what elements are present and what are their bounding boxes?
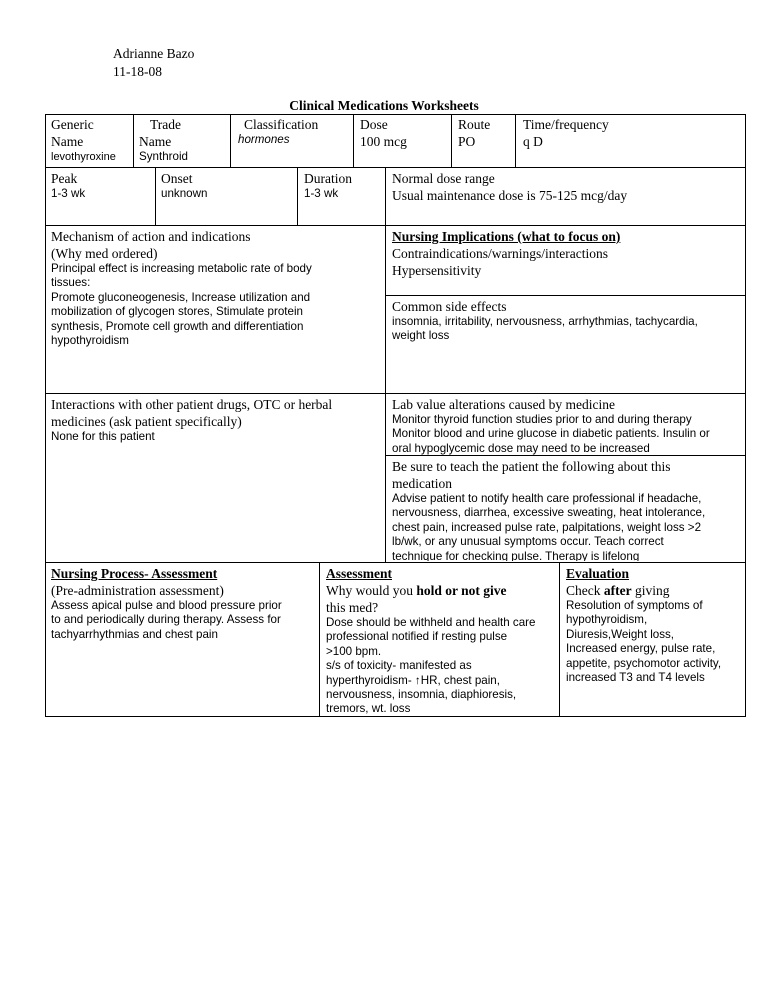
onset-cell (161, 170, 295, 201)
patient-teaching-cell (392, 458, 744, 561)
mechanism-cell (51, 228, 383, 348)
assessment-question: Why would you hold or not give (326, 583, 507, 598)
assessment-question-2: this med? (326, 600, 379, 615)
lab-values-line: oral hypoglycemic dose may need to be increased (392, 441, 650, 455)
mechanism-line: tissues: (51, 276, 91, 290)
normal-dose-value: Usual maintenance dose is 75-125 mcg/day (392, 188, 628, 203)
dose-value: 100 mcg (360, 134, 407, 149)
side-effects-line: weight loss (392, 329, 450, 343)
interactions-cell (51, 396, 383, 444)
nursing-process-subheading: (Pre-administration assessment) (51, 583, 224, 598)
peak-label: Peak (51, 171, 78, 186)
assessment-line: s/s of toxicity- manifested as (326, 659, 472, 673)
mechanism-line: Promote gluconeogenesis, Increase utilization and (51, 290, 311, 304)
generic-label-2: Name (51, 134, 84, 149)
onset-label: Onset (161, 171, 193, 186)
generic-value: levothyroxine (51, 151, 116, 163)
route-value: PO (458, 134, 476, 149)
time-frequency-value: q D (523, 134, 543, 149)
side-effects-line: insomnia, irritability, nervousness, arrhythmias, tachycardia, (392, 315, 698, 328)
time-frequency-cell (523, 116, 743, 150)
page-title: Clinical Medications Worksheets (289, 98, 479, 113)
route-label: Route (458, 117, 491, 132)
trade-label-2: Name (139, 134, 172, 149)
lab-values-heading: Lab value alterations caused by medicine (392, 397, 616, 412)
evaluation-line: hypothyroidism, (566, 613, 648, 627)
nursing-process-line: tachyarrhythmias and chest pain (51, 627, 218, 641)
dose-label: Dose (360, 117, 388, 132)
evaluation-line: increased T3 and T4 levels (566, 671, 705, 685)
patient-teaching-line: chest pain, increased pulse rate, palpitations, weight loss >2 (392, 520, 702, 534)
classification-cell (238, 116, 352, 147)
generic-name-cell (51, 116, 131, 164)
document-date: 11-18-08 (113, 64, 162, 79)
classification-value: hormones (238, 133, 290, 146)
assessment-line: Dose should be withheld and health care (326, 616, 536, 629)
route-cell (458, 116, 514, 150)
nursing-implications-line: Hypersensitivity (392, 263, 482, 278)
evaluation-check: Check after giving (566, 583, 670, 598)
peak-value: 1-3 wk (51, 187, 86, 200)
classification-label: Classification (244, 117, 319, 132)
patient-teaching-line: lb/wk, or any unusual symptoms occur. Teach correct (392, 535, 664, 549)
evaluation-cell (566, 565, 744, 685)
mechanism-line: Principal effect is increasing metabolic rate of body (51, 262, 312, 275)
evaluation-line: Diuresis,Weight loss, (566, 627, 675, 641)
lab-values-line: Monitor blood and urine glucose in diabetic patients. Insulin or (392, 427, 710, 441)
evaluation-line: appetite, psychomotor activity, (566, 656, 722, 670)
mechanism-subheading: (Why med ordered) (51, 246, 158, 261)
nursing-implications-cell (392, 228, 742, 279)
mechanism-line: mobilization of glycogen stores, Stimulate protein (51, 305, 303, 319)
patient-teaching-line: Advise patient to notify health care professional if headache, (392, 492, 702, 505)
interactions-subheading: medicines (ask patient specifically) (51, 414, 242, 429)
nursing-process-cell (51, 565, 317, 642)
interactions-heading: Interactions with other patient drugs, OTC or herbal (51, 397, 333, 412)
trade-label: Trade (150, 117, 182, 132)
interactions-value: None for this patient (51, 430, 155, 443)
evaluation-line: Increased energy, pulse rate, (566, 642, 716, 656)
nursing-process-line: Assess apical pulse and blood pressure prior (51, 599, 282, 612)
trade-name-cell (139, 116, 229, 164)
assessment-line: nervousness, insomnia, diaphioresis, (326, 688, 517, 702)
assessment-line: >100 bpm. (326, 644, 382, 658)
patient-teaching-line: technique for checking pulse. Therapy is lifelong (392, 549, 640, 561)
trade-value: Synthroid (139, 150, 188, 163)
duration-label: Duration (304, 171, 352, 186)
assessment-line: tremors, wt. loss (326, 702, 411, 716)
duration-cell (304, 170, 384, 201)
evaluation-heading: Evaluation (566, 566, 630, 581)
assessment-heading: Assessment (326, 566, 392, 581)
patient-teaching-heading: Be sure to teach the patient the following about this (392, 459, 671, 474)
assessment-line: hyperthyroidism- ↑HR, chest pain, (326, 673, 500, 687)
patient-teaching-line: nervousness, diarrhea, excessive sweating, heat intolerance, (392, 506, 706, 520)
nursing-process-line: to and periodically during therapy. Assess for (51, 613, 281, 627)
mechanism-line: hypothyroidism (51, 334, 129, 348)
peak-cell (51, 170, 153, 201)
lab-values-line: Monitor thyroid function studies prior to and during therapy (392, 413, 692, 426)
side-effects-heading: Common side effects (392, 299, 507, 314)
side-effects-cell (392, 298, 742, 344)
author-name: Adrianne Bazo (113, 46, 195, 61)
onset-value: unknown (161, 187, 208, 200)
patient-teaching-heading-2: medication (392, 476, 452, 491)
nursing-implications-line: Contraindications/warnings/interactions (392, 246, 608, 261)
dose-cell (360, 116, 450, 150)
evaluation-line: Resolution of symptoms of (566, 599, 703, 612)
mechanism-line: synthesis, Promote cell growth and differentiation (51, 319, 304, 333)
mechanism-heading: Mechanism of action and indications (51, 229, 251, 244)
nursing-implications-heading: Nursing Implications (what to focus on) (392, 229, 621, 244)
lab-values-cell (392, 396, 744, 456)
nursing-process-heading: Nursing Process- Assessment (51, 566, 218, 581)
time-frequency-label: Time/frequency (523, 117, 609, 132)
normal-dose-label: Normal dose range (392, 171, 495, 186)
normal-dose-cell (392, 170, 742, 204)
assessment-cell (326, 565, 558, 717)
generic-label: Generic (51, 117, 94, 132)
assessment-line: professional notified if resting pulse (326, 630, 508, 644)
duration-value: 1-3 wk (304, 187, 339, 200)
